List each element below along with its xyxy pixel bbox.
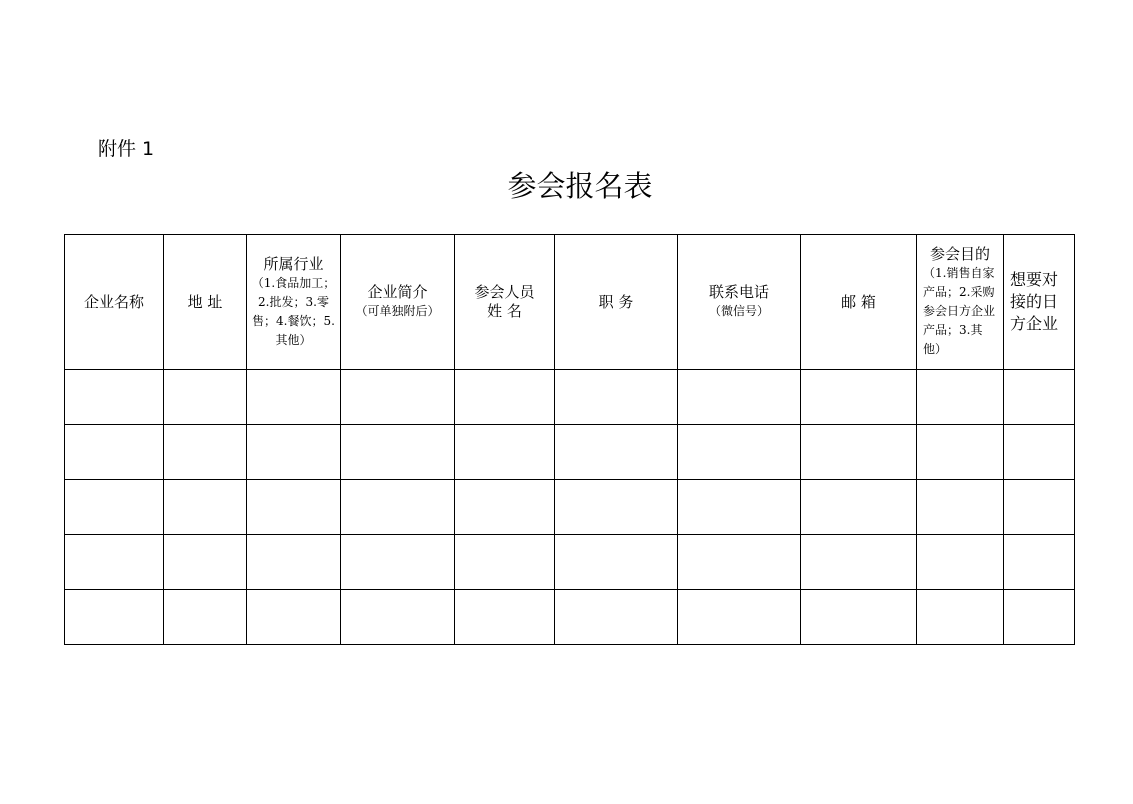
table-cell[interactable]: [555, 480, 678, 535]
header-row: [65, 235, 1075, 370]
table-row: [65, 590, 1075, 645]
table-cell[interactable]: [917, 535, 1004, 590]
table-row: [65, 425, 1075, 480]
table-cell[interactable]: [341, 480, 455, 535]
table-row: [65, 480, 1075, 535]
table-cell[interactable]: [455, 480, 555, 535]
table-cell[interactable]: [1004, 370, 1075, 425]
form-title: 参会报名表: [507, 169, 653, 203]
table-cell[interactable]: [65, 535, 164, 590]
col-address: 地 址: [164, 235, 247, 370]
table-cell[interactable]: [555, 370, 678, 425]
table-cell[interactable]: [247, 425, 341, 480]
table-cell[interactable]: [341, 425, 455, 480]
table-cell[interactable]: [341, 370, 455, 425]
table-cell[interactable]: [678, 590, 801, 645]
table-cell[interactable]: [247, 480, 341, 535]
registration-table: [64, 234, 1075, 645]
table-cell[interactable]: [1004, 590, 1075, 645]
table-cell[interactable]: [801, 425, 917, 480]
table-cell[interactable]: [341, 535, 455, 590]
table-cell[interactable]: [65, 425, 164, 480]
col-target-company: 想要对接的日方企业: [1004, 235, 1075, 370]
col-position: 职 务: [555, 235, 678, 370]
table-cell[interactable]: [917, 370, 1004, 425]
table-cell[interactable]: [455, 370, 555, 425]
table-cell[interactable]: [1004, 480, 1075, 535]
table-cell[interactable]: [678, 480, 801, 535]
table-cell[interactable]: [801, 370, 917, 425]
table-cell[interactable]: [678, 425, 801, 480]
table-cell[interactable]: [164, 535, 247, 590]
col-company-name: 企业名称: [65, 235, 164, 370]
col-phone: 联系电话 （微信号）: [678, 235, 801, 370]
table-cell[interactable]: [455, 590, 555, 645]
table-cell[interactable]: [917, 590, 1004, 645]
table-cell[interactable]: [678, 535, 801, 590]
col-attendee-name: 参会人员姓 名: [455, 235, 555, 370]
table-row: [65, 535, 1075, 590]
table-cell[interactable]: [247, 535, 341, 590]
table-cell[interactable]: [65, 590, 164, 645]
table-cell[interactable]: [341, 590, 455, 645]
table-cell[interactable]: [801, 480, 917, 535]
table-row: [65, 370, 1075, 425]
col-company-intro: 企业简介 （可单独附后）: [341, 235, 455, 370]
table-cell[interactable]: [917, 425, 1004, 480]
table-cell[interactable]: [65, 370, 164, 425]
table-cell[interactable]: [678, 370, 801, 425]
col-email: 邮 箱: [801, 235, 917, 370]
table-cell[interactable]: [164, 480, 247, 535]
table-cell[interactable]: [555, 535, 678, 590]
table-cell[interactable]: [65, 480, 164, 535]
col-industry: 所属行业 （1.食品加工；2.批发；3.零售；4.餐饮；5.其他）: [247, 235, 341, 370]
table-cell[interactable]: [455, 535, 555, 590]
table-cell[interactable]: [164, 370, 247, 425]
col-purpose: 参会目的 （1.销售自家产品；2.采购参会日方企业产品；3.其他）: [917, 235, 1004, 370]
table-cell[interactable]: [455, 425, 555, 480]
table-cell[interactable]: [917, 480, 1004, 535]
table-cell[interactable]: [164, 590, 247, 645]
table-cell[interactable]: [1004, 535, 1075, 590]
table-cell[interactable]: [1004, 425, 1075, 480]
table-cell[interactable]: [801, 590, 917, 645]
table-cell[interactable]: [164, 425, 247, 480]
table-cell[interactable]: [555, 590, 678, 645]
table-cell[interactable]: [555, 425, 678, 480]
table-cell[interactable]: [247, 590, 341, 645]
table-cell[interactable]: [801, 535, 917, 590]
attachment-label: 附件 1: [98, 138, 155, 160]
table-cell[interactable]: [247, 370, 341, 425]
